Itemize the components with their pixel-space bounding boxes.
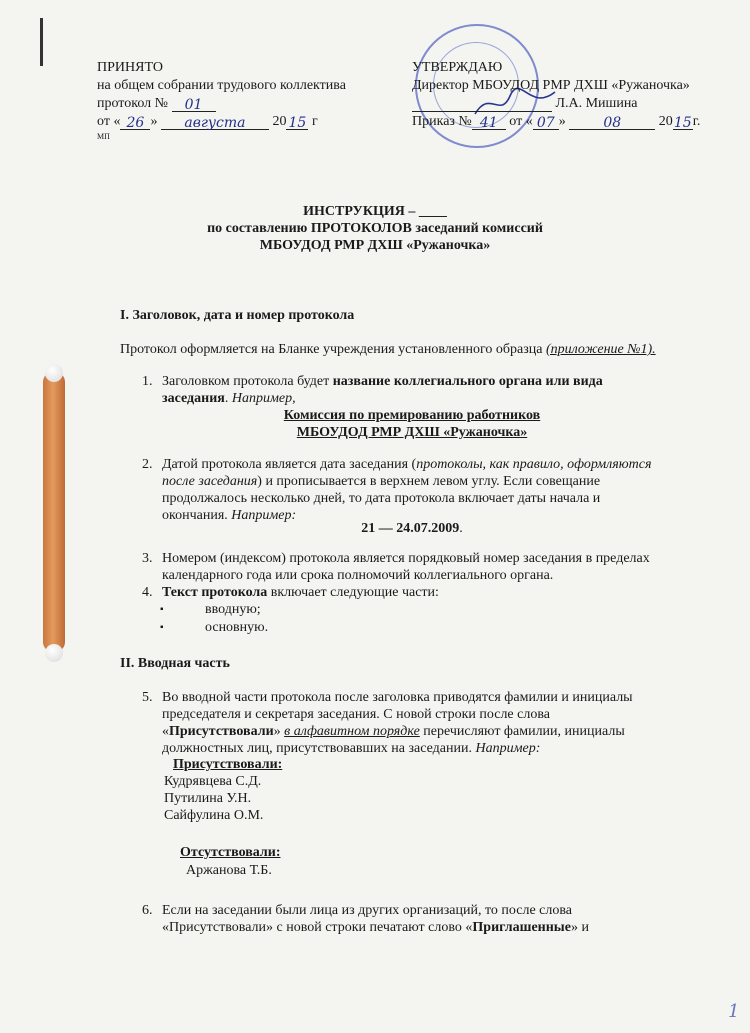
rubber-band <box>43 372 65 652</box>
present-person: Кудрявцева С.Д. <box>164 774 262 789</box>
mp-label: МП <box>97 132 110 141</box>
protocol-number-handwritten: 01 <box>184 97 203 113</box>
example-commission: Комиссия по премированию работников <box>283 408 541 423</box>
item6-number: 6. <box>142 903 153 918</box>
rubber-band-end-top <box>45 364 63 382</box>
doc-subtitle: по составлению ПРОТОКОЛОВ заседаний комиссий <box>207 221 543 236</box>
item2-number: 2. <box>142 457 153 472</box>
bullet-main: основную. <box>205 620 269 635</box>
item1-line2: заседания. Например, <box>162 391 296 406</box>
rubber-band-end-bottom <box>45 644 63 662</box>
director-name-line: Л.А. Мишина <box>412 96 638 112</box>
section1-intro: Протокол оформляется на Бланке учреждения установленного образца (приложение №1). <box>120 342 656 357</box>
left-edge-mark <box>40 18 43 66</box>
accepted-label: ПРИНЯТО <box>97 60 163 75</box>
item2-line3: продолжалось несколько дней, то дата протокола включает даты начала и <box>162 491 601 506</box>
present-heading: Присутствовали: <box>173 757 283 772</box>
example-date: 21 — 24.07.2009. <box>361 521 463 536</box>
doc-title: ИНСТРУКЦИЯ – ____ <box>303 204 447 219</box>
item2-line2: после заседания) и прописывается в верхнем левом углу. Если совещание <box>162 474 601 489</box>
absent-person: Аржанова Т.Б. <box>186 863 272 878</box>
director-label: Директор МБОУДОД РМР ДХШ «Ружаночка» <box>412 78 690 93</box>
doc-org: МБОУДОД РМР ДХШ «Ружаночка» <box>259 238 491 253</box>
item5-line3: «Присутствовали» в алфавитном порядке перечисляют фамилии, инициалы <box>162 724 625 739</box>
approve-label: УТВЕРЖДАЮ <box>412 60 503 75</box>
item3-line2: календарного года или срока полномочий коллегиального органа. <box>162 568 554 583</box>
item6-line2: «Присутствовали» с новой строки печатают слово «Приглашенные» и <box>162 920 589 935</box>
item1-number: 1. <box>142 374 153 389</box>
present-person: Путилина У.Н. <box>164 791 252 806</box>
item5-line1: Во вводной части протокола после заголовка приводятся фамилии и инициалы <box>162 690 633 705</box>
meeting-label: на общем собрании трудового коллектива <box>97 78 346 93</box>
bullet-marker: ▪ <box>160 604 164 615</box>
appendix-ref: (приложение №1). <box>545 342 656 357</box>
item1-line1: Заголовком протокола будет название коллегиального органа или вида <box>162 374 603 389</box>
item4-number: 4. <box>142 585 153 600</box>
item3-line1: Номером (индексом) протокола является порядковый номер заседания в пределах <box>162 551 650 566</box>
item6-line1: Если на заседании были лица из других организаций, то после слова <box>162 903 572 918</box>
section2-heading: II. Вводная часть <box>120 656 230 671</box>
present-person: Сайфулина О.М. <box>164 808 264 823</box>
example-org: МБОУДОД РМР ДХШ «Ружаночка» <box>296 425 528 440</box>
protocol-date-line: от « 26 » августа 20 15 г <box>97 114 318 131</box>
order-line: Приказ № 41 от « 07 » 08 2015г. <box>412 114 701 131</box>
absent-heading: Отсутствовали: <box>180 845 281 860</box>
item3-number: 3. <box>142 551 153 566</box>
page-number: 1 <box>728 1001 740 1022</box>
item5-number: 5. <box>142 690 153 705</box>
bullet-intro: вводную; <box>205 602 261 617</box>
item5-line2: председателя и секретаря заседания. С новой строки после слова <box>162 707 550 722</box>
item2-line4: окончания. Например: <box>162 508 297 523</box>
item5-line4: должностных лиц, присутствовавших на заседании. Например: <box>162 741 541 756</box>
protocol-number-line: протокол № 01 <box>97 96 216 112</box>
bullet-marker: ▪ <box>160 622 164 633</box>
item2-line1: Датой протокола является дата заседания (протоколы, как правило, оформляются <box>162 457 652 472</box>
section1-heading: I. Заголовок, дата и номер протокола <box>120 308 355 323</box>
item4-line1: Текст протокола включает следующие части: <box>162 585 439 600</box>
